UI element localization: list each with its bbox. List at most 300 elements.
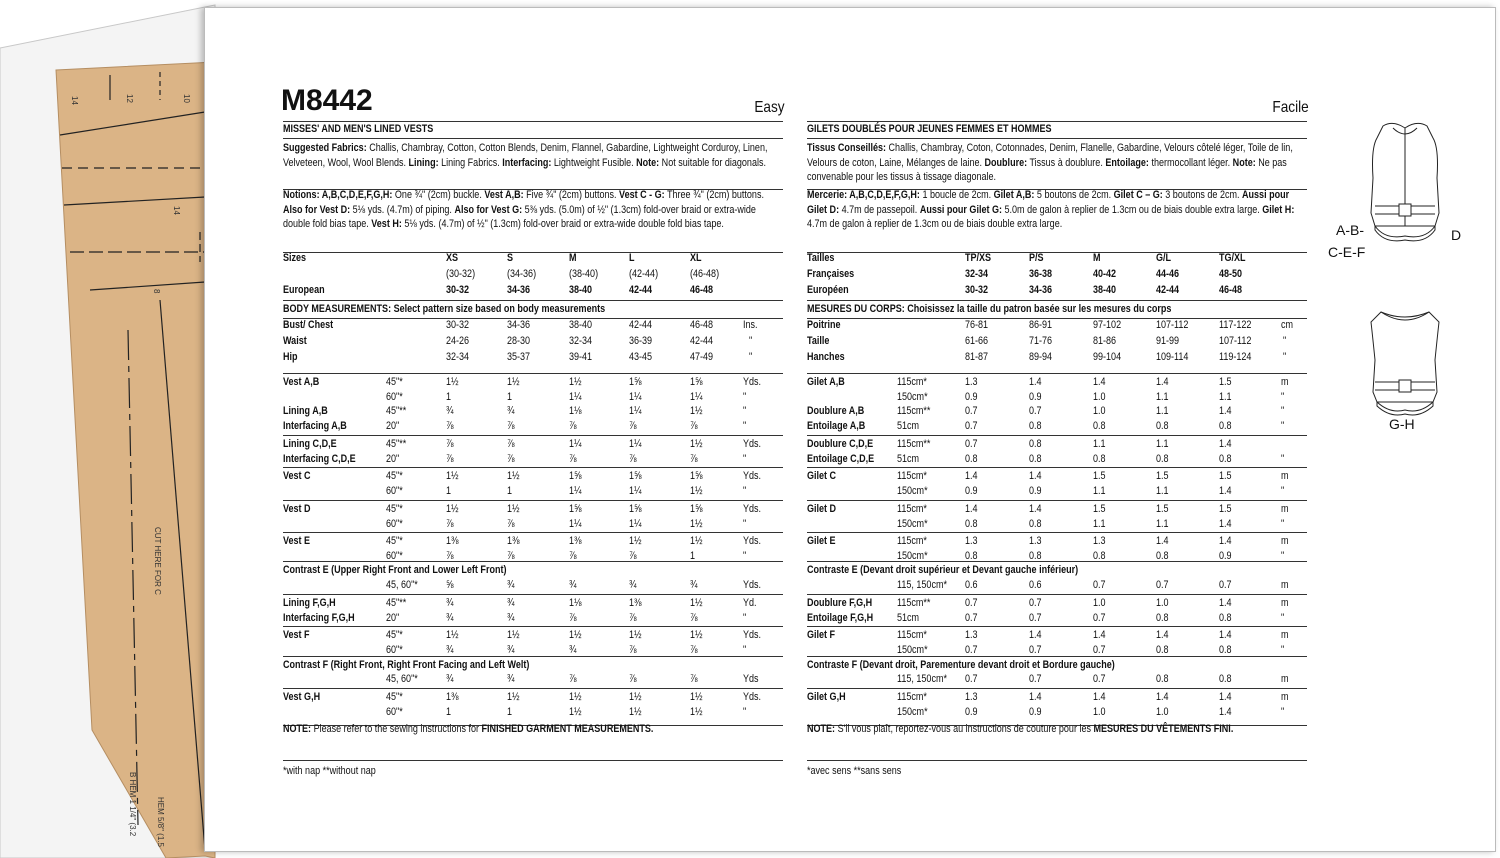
fabric-width: 60"* xyxy=(386,644,403,656)
row-unit: " xyxy=(743,644,747,656)
fabric-width: 115cm* xyxy=(897,535,927,547)
size-header: L xyxy=(629,252,635,264)
yardage-value: 0.6 xyxy=(965,579,978,591)
body-label: Taille xyxy=(807,335,830,347)
yardage-value: 1.4 xyxy=(965,470,978,482)
body-label: Bust/ Chest xyxy=(283,319,334,331)
body-value: 30-32 xyxy=(446,319,470,331)
yardage-value: 0.7 xyxy=(965,420,978,432)
yardage-value: 1.4 xyxy=(1219,485,1232,497)
row-label: Vest E xyxy=(283,535,311,547)
yardage-value: 1¼ xyxy=(629,391,642,403)
row-unit: " xyxy=(1281,420,1285,432)
yardage-value: 1.4 xyxy=(1156,376,1169,388)
yardage-value: ⅞ xyxy=(507,550,515,562)
yardage-value: 1.3 xyxy=(965,535,978,547)
row-label: Gilet C xyxy=(807,470,837,482)
hem-label: HEM 5/8" (1.5 xyxy=(156,797,165,847)
fabric-width: 60"* xyxy=(386,518,403,530)
yardage-value: 1.5 xyxy=(1219,503,1232,515)
yardage-value: 0.8 xyxy=(1156,644,1169,656)
fabric-width: 51cm xyxy=(897,612,920,624)
yardage-value: 0.7 xyxy=(965,644,978,656)
body-value: 39-41 xyxy=(569,351,593,363)
yardage-value: 1.0 xyxy=(1093,597,1106,609)
yardage-value: ¾ xyxy=(569,644,577,656)
size-header: XS xyxy=(446,252,459,264)
yardage-value: 1.0 xyxy=(1156,597,1169,609)
body-value: 24-26 xyxy=(446,335,470,347)
yardage-value: ⅞ xyxy=(507,518,515,530)
yardage-value: 1⅝ xyxy=(690,470,703,482)
yardage-value: ¾ xyxy=(446,597,454,609)
yardage-value: 1.5 xyxy=(1156,470,1169,482)
yardage-value: ⅞ xyxy=(690,453,698,465)
fabric-width: 20" xyxy=(386,612,400,624)
row-unit: " xyxy=(743,518,747,530)
yardage-value: 1½ xyxy=(446,503,459,515)
row-unit: " xyxy=(1281,612,1285,624)
yardage-value: ¾ xyxy=(446,405,454,417)
yardage-value: 1½ xyxy=(629,691,642,703)
yardage-value: 1.3 xyxy=(965,691,978,703)
yardage-value: 1.5 xyxy=(1156,503,1169,515)
fabric-width: 150cm* xyxy=(897,706,928,718)
yardage-value: 0.8 xyxy=(1156,673,1169,685)
yardage-value: 1.3 xyxy=(965,376,978,388)
fabric-width: 60"* xyxy=(386,706,403,718)
yardage-value: 0.8 xyxy=(1029,518,1042,530)
yardage-value: 0.8 xyxy=(965,518,978,530)
yardage-value: 1⅜ xyxy=(446,691,459,703)
yardage-value: ¾ xyxy=(507,405,515,417)
body-value: 32-34 xyxy=(446,351,470,363)
yardage-value: 1.1 xyxy=(1093,438,1106,450)
french-sizes-label: Françaises xyxy=(807,268,855,280)
pattern-code: M8442 xyxy=(281,84,373,117)
tissue-label: 10 xyxy=(182,94,191,103)
yardage-value: 1.4 xyxy=(1029,376,1042,388)
row-unit: " xyxy=(1281,518,1285,530)
vest-front-illustration xyxy=(1355,118,1455,248)
yardage-value: 1½ xyxy=(507,470,520,482)
yardage-value: 1.1 xyxy=(1156,391,1169,403)
body-value: 109-114 xyxy=(1156,351,1189,363)
difficulty-en: Easy xyxy=(754,99,785,116)
yardage-value: 1.5 xyxy=(1219,376,1232,388)
yardage-value: 1.1 xyxy=(1156,485,1169,497)
yardage-value: ¾ xyxy=(569,579,577,591)
row-label: Vest G,H xyxy=(283,691,321,703)
view-label-cef: C-E-F xyxy=(1328,244,1366,260)
yardage-value: ¾ xyxy=(507,673,515,685)
yardage-value: 0.8 xyxy=(1093,453,1106,465)
yardage-value: 1.0 xyxy=(1093,391,1106,403)
fabric-width: 45, 60"* xyxy=(386,673,418,685)
yardage-value: 0.7 xyxy=(965,438,978,450)
yardage-value: 0.8 xyxy=(1029,453,1042,465)
us-size: (34-36) xyxy=(507,268,537,280)
yardage-value: 1¼ xyxy=(629,438,642,450)
body-label: Hip xyxy=(283,351,298,363)
yardage-value: ⅞ xyxy=(629,673,637,685)
yardage-value: 1½ xyxy=(629,535,642,547)
fabric-width: 51cm xyxy=(897,453,920,465)
fabric-width: 51cm xyxy=(897,420,920,432)
yardage-value: 0.8 xyxy=(1219,644,1232,656)
yardage-value: 0.8 xyxy=(1156,453,1169,465)
yardage-value: ⅞ xyxy=(446,438,454,450)
fabric-width: 115, 150cm* xyxy=(897,579,947,591)
yardage-value: 1⅝ xyxy=(690,376,703,388)
yardage-value: 1.4 xyxy=(1156,691,1169,703)
fabric-width: 150cm* xyxy=(897,485,928,497)
fabric-width: 45"* xyxy=(386,535,403,547)
fabric-width: 45"** xyxy=(386,438,407,450)
row-unit: m xyxy=(1281,691,1289,703)
yardage-value: 1 xyxy=(507,391,513,403)
row-label: Gilet D xyxy=(807,503,837,515)
yardage-value: 1.4 xyxy=(1219,629,1232,641)
us-size: (46-48) xyxy=(690,268,720,280)
yardage-value: 0.9 xyxy=(1029,485,1042,497)
view-label-ab: A-B- xyxy=(1336,222,1364,238)
yardage-value: ¾ xyxy=(629,579,637,591)
yardage-value: 0.8 xyxy=(1219,612,1232,624)
vest-back-illustration xyxy=(1355,300,1455,420)
yardage-value: 1½ xyxy=(446,470,459,482)
yardage-value: 1½ xyxy=(569,691,582,703)
european-label-en: European xyxy=(283,284,325,296)
body-value: 32-34 xyxy=(569,335,593,347)
final-note-en: NOTE: Please refer to the sewing instructions for FINISHED GARMENT MEASUREMENTS. xyxy=(283,723,654,735)
yardage-value: 1 xyxy=(507,485,513,497)
yardage-value: 1½ xyxy=(507,503,520,515)
row-unit: " xyxy=(743,706,747,718)
us-size: (30-32) xyxy=(446,268,476,280)
size-header: G/L xyxy=(1156,252,1172,264)
yardage-value: 1½ xyxy=(569,706,582,718)
yardage-value: 1.0 xyxy=(1093,405,1106,417)
row-unit: " xyxy=(1281,706,1285,718)
yardage-value: 0.9 xyxy=(1029,706,1042,718)
yardage-value: 1.4 xyxy=(1219,405,1232,417)
yardage-value: 0.8 xyxy=(965,550,978,562)
sizes-label-fr: Tailles xyxy=(807,252,835,264)
yardage-value: ⅞ xyxy=(629,550,637,562)
yardage-value: 0.8 xyxy=(1029,420,1042,432)
fabric-width: 150cm* xyxy=(897,550,928,562)
row-unit: " xyxy=(743,612,747,624)
fabric-width: 60"* xyxy=(386,485,403,497)
yardage-value: 0.9 xyxy=(965,485,978,497)
body-value: 76-81 xyxy=(965,319,989,331)
pattern-envelope-back xyxy=(204,7,1496,852)
body-value: 34-36 xyxy=(507,319,531,331)
yardage-value: 0.7 xyxy=(1093,612,1106,624)
yardage-value: 1 xyxy=(446,706,452,718)
body-value: 86-91 xyxy=(1029,319,1053,331)
yardage-value: ¾ xyxy=(507,579,515,591)
fabric-width: 45"* xyxy=(386,691,403,703)
yardage-value: 1½ xyxy=(690,485,703,497)
yardage-value: 1½ xyxy=(690,629,703,641)
yardage-value: ⅞ xyxy=(690,673,698,685)
fabric-width: 45"* xyxy=(386,629,403,641)
yardage-value: 1 xyxy=(446,391,452,403)
body-value: 38-40 xyxy=(569,319,593,331)
yardage-value: ⅞ xyxy=(569,453,577,465)
yardage-value: 1⅛ xyxy=(569,405,582,417)
fabric-width: 60"* xyxy=(386,391,403,403)
european-size: 34-36 xyxy=(507,284,531,296)
row-unit: " xyxy=(1281,391,1285,403)
yardage-value: ¾ xyxy=(507,644,515,656)
yardage-value: 1¼ xyxy=(569,438,582,450)
row-unit: Yd. xyxy=(743,597,757,609)
yardage-value: 1.4 xyxy=(1029,470,1042,482)
yardage-value: 1.4 xyxy=(1093,691,1106,703)
yardage-value: ⅞ xyxy=(569,420,577,432)
yardage-value: 1.4 xyxy=(1219,706,1232,718)
fabric-width: 45"* xyxy=(386,503,403,515)
row-unit: " xyxy=(1281,405,1285,417)
row-unit: m xyxy=(1281,470,1289,482)
body-value: 42-44 xyxy=(629,319,653,331)
sizes-label-en: Sizes xyxy=(283,252,307,264)
fabric-width: 115cm** xyxy=(897,438,931,450)
row-label: Interfacing A,B xyxy=(283,420,347,432)
yardage-value: ⅞ xyxy=(446,518,454,530)
yardage-value: ⅞ xyxy=(690,420,698,432)
yardage-value: 1.5 xyxy=(1093,470,1106,482)
european-label-fr: Européen xyxy=(807,284,849,296)
footnote-en: *with nap **without nap xyxy=(283,765,376,777)
body-unit: " xyxy=(749,335,753,347)
fabric-width: 115cm* xyxy=(897,629,927,641)
yardage-value: 1½ xyxy=(507,376,520,388)
yardage-value: 1½ xyxy=(629,706,642,718)
yardage-value: 0.7 xyxy=(1093,579,1106,591)
yardage-value: ⅞ xyxy=(569,550,577,562)
body-value: 97-102 xyxy=(1093,319,1122,331)
row-label: Vest A,B xyxy=(283,376,320,388)
yardage-value: 0.8 xyxy=(965,453,978,465)
yardage-value: ⅞ xyxy=(569,673,577,685)
row-unit: m xyxy=(1281,579,1289,591)
yardage-value: 1¼ xyxy=(690,391,703,403)
row-unit: m xyxy=(1281,503,1289,515)
row-label: Interfacing C,D,E xyxy=(283,453,356,465)
row-label: Contraste E (Devant droit supérieur et Devant gauche inférieur) xyxy=(807,564,1079,576)
row-label: Entoilage C,D,E xyxy=(807,453,875,465)
body-label: Waist xyxy=(283,335,307,347)
yardage-value: ¾ xyxy=(446,612,454,624)
body-unit: Ins. xyxy=(743,319,758,331)
yardage-value: 0.7 xyxy=(1029,612,1042,624)
row-unit: m xyxy=(1281,629,1289,641)
body-label: Poitrine xyxy=(807,319,841,331)
row-unit: " xyxy=(743,405,747,417)
yardage-value: 0.8 xyxy=(1093,420,1106,432)
yardage-value: 1½ xyxy=(690,518,703,530)
row-label: Contraste F (Devant droit, Parementure devant droit et Bordure gauche) xyxy=(807,659,1115,671)
yardage-value: 1½ xyxy=(446,376,459,388)
yardage-value: 1½ xyxy=(690,691,703,703)
yardage-value: 1½ xyxy=(569,376,582,388)
fabric-width: 115cm* xyxy=(897,376,927,388)
row-label: Contrast E (Upper Right Front and Lower Left Front) xyxy=(283,564,507,576)
french-size: 40-42 xyxy=(1093,268,1117,280)
european-size: 46-48 xyxy=(1219,284,1243,296)
yardage-value: 0.7 xyxy=(965,673,978,685)
body-value: 107-112 xyxy=(1219,335,1252,347)
row-label: Contrast F (Right Front, Right Front Facing and Left Welt) xyxy=(283,659,530,671)
yardage-value: ⅞ xyxy=(446,420,454,432)
footnote-fr: *avec sens **sans sens xyxy=(807,765,902,777)
body-measurements-title-en: BODY MEASUREMENTS: Select pattern size based on body measurements xyxy=(283,303,606,315)
european-size: 30-32 xyxy=(965,284,989,296)
body-unit: cm xyxy=(1281,319,1294,331)
hem-label: B HEM 1 1/4" (3.2 xyxy=(128,772,137,837)
yardage-value: 1.4 xyxy=(1219,438,1232,450)
french-size: 36-38 xyxy=(1029,268,1053,280)
yardage-value: 0.8 xyxy=(1029,438,1042,450)
yardage-value: 1⅝ xyxy=(629,376,642,388)
row-label: Gilet A,B xyxy=(807,376,845,388)
size-header: XL xyxy=(690,252,702,264)
row-unit: Yds. xyxy=(743,438,762,450)
row-label: Lining F,G,H xyxy=(283,597,336,609)
yardage-value: ⅞ xyxy=(446,453,454,465)
body-value: 89-94 xyxy=(1029,351,1053,363)
yardage-value: 1.4 xyxy=(1219,691,1232,703)
european-size: 42-44 xyxy=(629,284,653,296)
tissue-label: 12 xyxy=(125,94,134,103)
size-header: S xyxy=(507,252,514,264)
yardage-value: 1.3 xyxy=(1029,535,1042,547)
yardage-value: 1⅝ xyxy=(629,470,642,482)
fabric-width: 115cm* xyxy=(897,470,927,482)
notions-en: Notions: A,B,C,D,E,F,G,H: One ¾" (2cm) buckle. Vest A,B: Five ¾" (2cm) buttons. Vest C - G: Three ¾" (2cm) buttons. Also for Vest D: 5⅛ yds. (4.7m) of piping. Also for Vest G: 5⅜ yds. (5.0m) of ½" (1.3cm) fold-over braid or extra-wide double fold bias tape. Vest H: 5⅛ yds. (4.7m) of ½" (1.3cm) fold-over braid or extra-wide double fold bias tape. xyxy=(283,189,764,230)
body-value: 81-86 xyxy=(1093,335,1117,347)
yardage-value: 0.7 xyxy=(1093,644,1106,656)
yardage-value: 1.4 xyxy=(1029,629,1042,641)
yardage-value: 1¼ xyxy=(629,518,642,530)
body-value: 99-104 xyxy=(1093,351,1122,363)
yardage-value: 1⅜ xyxy=(446,535,459,547)
yardage-value: 0.7 xyxy=(965,597,978,609)
yardage-value: 1⅝ xyxy=(629,503,642,515)
row-label: Vest D xyxy=(283,503,311,515)
yardage-value: 1.4 xyxy=(1156,629,1169,641)
yardage-value: 1.4 xyxy=(1029,691,1042,703)
yardage-value: ¾ xyxy=(507,612,515,624)
yardage-value: 0.7 xyxy=(1029,405,1042,417)
body-value: 42-44 xyxy=(690,335,714,347)
yardage-value: 0.7 xyxy=(965,405,978,417)
yardage-value: ¾ xyxy=(690,579,698,591)
yardage-value: 0.7 xyxy=(1029,597,1042,609)
cut-here-label: CUT HERE FOR C xyxy=(153,527,162,595)
yardage-value: 1⅝ xyxy=(569,503,582,515)
yardage-value: 1.1 xyxy=(1219,391,1232,403)
row-unit: Yds. xyxy=(743,503,762,515)
body-value: 35-37 xyxy=(507,351,531,363)
yardage-value: 1.1 xyxy=(1156,405,1169,417)
row-label: Gilet E xyxy=(807,535,836,547)
fabric-width: 20" xyxy=(386,453,400,465)
us-size: (42-44) xyxy=(629,268,659,280)
view-label-gh: G-H xyxy=(1389,416,1415,432)
row-label: Gilet G,H xyxy=(807,691,846,703)
french-size: 32-34 xyxy=(965,268,989,280)
body-value: 47-49 xyxy=(690,351,714,363)
body-value: 46-48 xyxy=(690,319,714,331)
european-size: 42-44 xyxy=(1156,284,1180,296)
row-label: Doublure A,B xyxy=(807,405,865,417)
yardage-value: 1.4 xyxy=(1219,535,1232,547)
yardage-value: 1.1 xyxy=(1156,518,1169,530)
row-unit: " xyxy=(743,550,747,562)
yardage-value: ⅞ xyxy=(690,644,698,656)
row-label: Gilet F xyxy=(807,629,836,641)
yardage-value: ⅞ xyxy=(569,612,577,624)
yardage-value: 1.1 xyxy=(1093,518,1106,530)
yardage-value: 1.5 xyxy=(1219,470,1232,482)
yardage-value: 1½ xyxy=(690,405,703,417)
fabric-width: 20" xyxy=(386,420,400,432)
yardage-value: 0.7 xyxy=(1029,644,1042,656)
yardage-value: 0.8 xyxy=(1093,550,1106,562)
yardage-value: 1¼ xyxy=(569,391,582,403)
yardage-value: 1.1 xyxy=(1156,438,1169,450)
yardage-value: 0.7 xyxy=(965,612,978,624)
yardage-value: 1¼ xyxy=(569,485,582,497)
yardage-value: 1½ xyxy=(690,706,703,718)
yardage-value: 1 xyxy=(690,550,696,562)
yardage-value: ⅞ xyxy=(507,453,515,465)
european-size: 34-36 xyxy=(1029,284,1053,296)
fabric-width: 150cm* xyxy=(897,518,928,530)
row-label: Entoilage F,G,H xyxy=(807,612,874,624)
body-value: 117-122 xyxy=(1219,319,1252,331)
tissue-label: 8 xyxy=(152,289,161,294)
fabric-width: 115cm* xyxy=(897,503,927,515)
yardage-value: 1.5 xyxy=(1093,503,1106,515)
row-unit: " xyxy=(743,420,747,432)
yardage-value: 1.3 xyxy=(1093,535,1106,547)
yardage-value: 1.4 xyxy=(1093,376,1106,388)
body-unit: " xyxy=(1283,335,1287,347)
yardage-value: 1.4 xyxy=(965,503,978,515)
row-label: Lining A,B xyxy=(283,405,328,417)
yardage-value: ¾ xyxy=(446,673,454,685)
row-unit: m xyxy=(1281,376,1289,388)
size-header: M xyxy=(569,252,577,264)
yardage-value: 0.8 xyxy=(1219,453,1232,465)
yardage-value: 0.7 xyxy=(1156,579,1169,591)
fabric-width: 115cm** xyxy=(897,597,931,609)
yardage-value: 1¼ xyxy=(569,518,582,530)
row-unit: " xyxy=(743,485,747,497)
yardage-value: 1.4 xyxy=(1156,535,1169,547)
yardage-value: 1 xyxy=(446,485,452,497)
yardage-value: 1½ xyxy=(629,629,642,641)
yardage-value: 1.4 xyxy=(1093,629,1106,641)
yardage-value: 0.9 xyxy=(1029,391,1042,403)
yardage-value: ⅞ xyxy=(629,644,637,656)
